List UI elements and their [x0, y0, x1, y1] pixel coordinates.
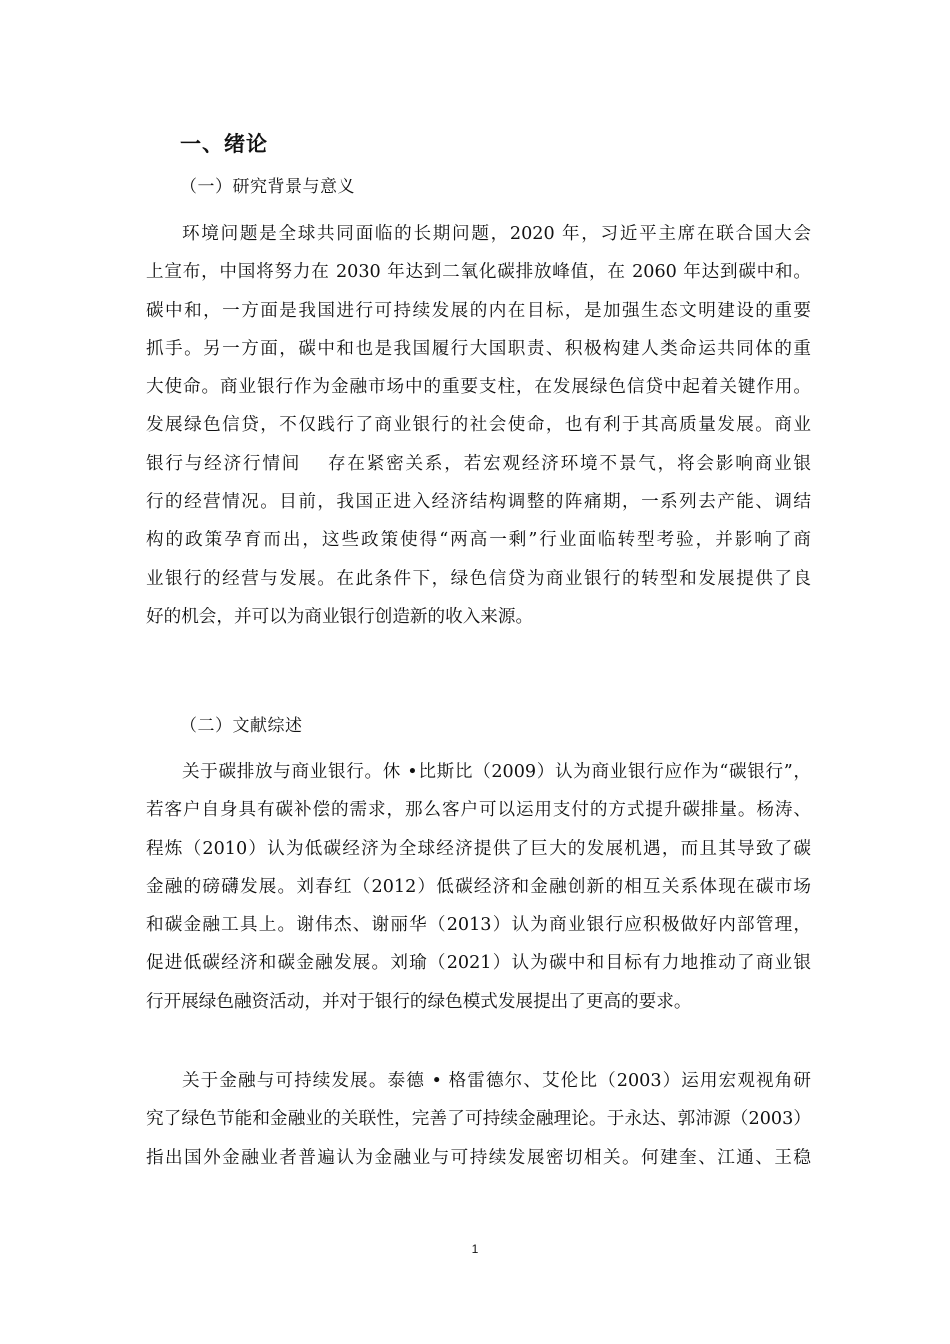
text-line: 程炼（2010）认为低碳经济为全球经济提供了巨大的发展机遇，而且其导致了碳 — [146, 838, 811, 859]
paragraph-background — [146, 215, 811, 636]
text-line: 促进低碳经济和碳金融发展。刘瑜（2021）认为碳中和目标有力地推动了商业银 — [146, 953, 811, 974]
text-line: 构的政策孕育而出，这些政策使得“两高一剩”行业面临转型考验，并影响了商 — [146, 530, 811, 551]
text-line: 和碳金融工具上。谢伟杰、谢丽华（2013）认为商业银行应积极做好内部管理， — [146, 915, 811, 936]
text-line: 碳中和，一方面是我国进行可持续发展的内在目标，是加强生态文明建设的重要 — [146, 300, 811, 321]
text-line: 究了绿色节能和金融业的关联性，完善了可持续金融理论。于永达、郭沛源（2003） — [146, 1109, 811, 1130]
text-line: 银行与经济行情间 存在紧密关系，若宏观经济环境不景气，将会影响商业银 — [146, 453, 811, 474]
text-line: 抓手。另一方面，碳中和也是我国履行大国职责、积极构建人类命运共同体的重 — [146, 338, 811, 359]
paragraph-finance-sustainability — [146, 1062, 811, 1177]
chapter-heading: 一、绪论 — [180, 132, 268, 156]
text-line: 关于碳排放与商业银行。休 •比斯比（2009）认为商业银行应作为“碳银行”， — [182, 762, 811, 782]
text-line: 行的经营情况。目前，我国正进入经济结构调整的阵痛期，一系列去产能、调结 — [146, 492, 811, 513]
page-number: 1 — [471, 1242, 479, 1256]
text-line: 环境问题是全球共同面临的长期问题，2020 年，习近平主席在联合国大会 — [182, 224, 811, 244]
text-line: 指出国外金融业者普遍认为金融业与可持续发展密切相关。何建奎、江通、王稳 — [146, 1147, 811, 1168]
text-line: 关于金融与可持续发展。泰德 • 格雷德尔、艾伦比（2003）运用宏观视角研 — [182, 1071, 811, 1091]
text-line: 若客户自身具有碳补偿的需求，那么客户可以运用支付的方式提升碳排量。杨涛、 — [146, 800, 811, 821]
section-title-background: （一）研究背景与意义 — [180, 177, 355, 197]
text-line: 发展绿色信贷，不仅践行了商业银行的社会使命，也有利于其高质量发展。商业 — [146, 415, 811, 436]
text-line: 业银行的经营与发展。在此条件下，绿色信贷为商业银行的转型和发展提供了良 — [146, 568, 811, 589]
text-line: 上宣布，中国将努力在 2030 年达到二氧化碳排放峰值，在 2060 年达到碳中和。 — [146, 262, 811, 283]
text-line: 金融的磅礴发展。刘春红（2012）低碳经济和金融创新的相互关系体现在碳市场 — [146, 876, 811, 897]
text-line: 好的机会，并可以为商业银行创造新的收入来源。 — [146, 606, 534, 627]
section-title-literature-review: （二）文献综述 — [180, 716, 303, 736]
text-line: 行开展绿色融资活动，并对于银行的绿色模式发展提出了更高的要求。 — [146, 991, 692, 1012]
text-line: 大使命。商业银行作为金融市场中的重要支柱，在发展绿色信贷中起着关键作用。 — [146, 377, 811, 398]
paragraph-carbon-banking — [146, 753, 811, 1021]
